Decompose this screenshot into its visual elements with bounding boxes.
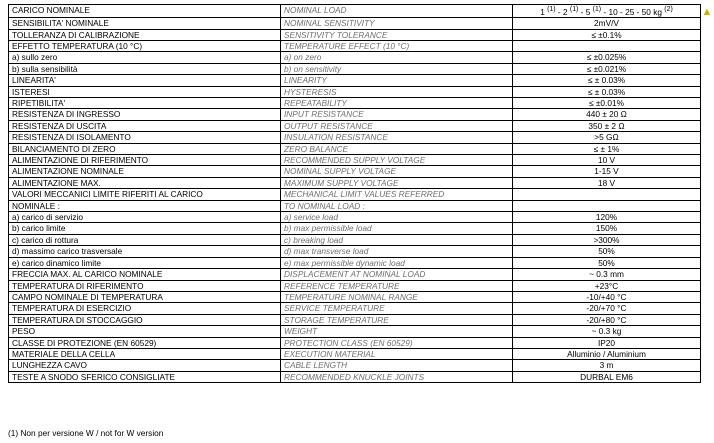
- table-row: [9, 326, 701, 337]
- cell-value: ~ 0.3 kg: [513, 326, 701, 337]
- table-row: [9, 109, 701, 120]
- cell-label-it: b) sulla sensibilità: [9, 63, 281, 74]
- cell-label-en: b) on sensitivity: [281, 63, 513, 74]
- cell-value: ≤ ± 0.03%: [513, 86, 701, 97]
- cell-label-it: FRECCIA MAX. AL CARICO NOMINALE: [9, 269, 281, 280]
- cell-value: Alluminio / Aluminium: [513, 348, 701, 359]
- table-row: [9, 143, 701, 154]
- table-row: [9, 155, 701, 166]
- table-row: [9, 52, 701, 63]
- cell-label-it: LUNGHEZZA CAVO: [9, 360, 281, 371]
- cell-label-it: EFFETTO TEMPERATURA (10 °C): [9, 40, 281, 51]
- cell-value: 50%: [513, 246, 701, 257]
- table-row: [9, 120, 701, 131]
- cell-label-en: INPUT RESISTANCE: [281, 109, 513, 120]
- table-row: [9, 257, 701, 268]
- cell-label-en: NOMINAL SENSITIVITY: [281, 18, 513, 29]
- cell-label-it: TEMPERATURA DI ESERCIZIO: [9, 303, 281, 314]
- cell-value: +23°C: [513, 280, 701, 291]
- cell-label-en: LINEARITY: [281, 75, 513, 86]
- cell-label-it: ISTERESI: [9, 86, 281, 97]
- table-row: [9, 360, 701, 371]
- cell-value: ≤ ± 0.03%: [513, 75, 701, 86]
- table-row: [9, 223, 701, 234]
- cell-label-en: MECHANICAL LIMIT VALUES REFERRED: [281, 189, 513, 200]
- cell-label-en: e) max permissible dynamic load: [281, 257, 513, 268]
- cell-value: ≤ ±0.021%: [513, 63, 701, 74]
- cell-value: ~ 0.3 mm: [513, 269, 701, 280]
- cell-label-en: SERVICE TEMPERATURE: [281, 303, 513, 314]
- cell-label-it: RESISTENZA DI ISOLAMENTO: [9, 132, 281, 143]
- cell-label-en: REPEATABILITY: [281, 98, 513, 109]
- cell-value: [513, 40, 701, 51]
- table-row: [9, 29, 701, 40]
- cell-label-it: NOMINALE :: [9, 200, 281, 211]
- cell-label-it: TEMPERATURA DI RIFERIMENTO: [9, 280, 281, 291]
- cell-label-en: TO NOMINAL LOAD :: [281, 200, 513, 211]
- table-row: [9, 234, 701, 245]
- cell-value: -20/+80 °C: [513, 314, 701, 325]
- cell-value: -20/+70 °C: [513, 303, 701, 314]
- cell-value: ≤ ±0.01%: [513, 98, 701, 109]
- cell-value: DURBAL EM6: [513, 371, 701, 382]
- cell-label-it: PESO: [9, 326, 281, 337]
- cell-label-en: ZERO BALANCE: [281, 143, 513, 154]
- table-row: [9, 5, 701, 18]
- cell-value: ≤ ± 1%: [513, 143, 701, 154]
- table-row: [9, 246, 701, 257]
- cell-label-en: WEIGHT: [281, 326, 513, 337]
- cell-label-it: RESISTENZA DI INGRESSO: [9, 109, 281, 120]
- cell-value: 440 ± 20 Ω: [513, 109, 701, 120]
- cell-label-en: TEMPERATURE EFFECT (10 °C): [281, 40, 513, 51]
- cell-label-it: ALIMENTAZIONE MAX.: [9, 177, 281, 188]
- table-body: [9, 5, 701, 383]
- table-row: [9, 75, 701, 86]
- table-row: [9, 337, 701, 348]
- cell-label-it: RIPETIBILITA': [9, 98, 281, 109]
- cell-value: [513, 200, 701, 211]
- table-row: [9, 291, 701, 302]
- cell-value: 50%: [513, 257, 701, 268]
- table-row: [9, 18, 701, 29]
- cell-label-it: a) sullo zero: [9, 52, 281, 63]
- cell-label-en: INSULATION RESISTANCE: [281, 132, 513, 143]
- table-row: [9, 314, 701, 325]
- specifications-table: [8, 4, 701, 383]
- cell-value: ≤ ±0.1%: [513, 29, 701, 40]
- cell-label-en: REFERENCE TEMPERATURE: [281, 280, 513, 291]
- cell-value: 150%: [513, 223, 701, 234]
- cell-label-en: TEMPERATURE NOMINAL RANGE: [281, 291, 513, 302]
- cell-value: IP20: [513, 337, 701, 348]
- table-row: [9, 40, 701, 51]
- cell-label-it: TESTE A SNODO SFERICO CONSIGLIATE: [9, 371, 281, 382]
- cell-value: 120%: [513, 212, 701, 223]
- cell-label-it: MATERIALE DELLA CELLA: [9, 348, 281, 359]
- table-row: [9, 98, 701, 109]
- cell-value: ≤ ±0.025%: [513, 52, 701, 63]
- cell-value: 2mV/V: [513, 18, 701, 29]
- cell-label-en: OUTPUT RESISTANCE: [281, 120, 513, 131]
- cell-label-it: VALORI MECCANICI LIMITE RIFERITI AL CARICO: [9, 189, 281, 200]
- cell-label-en: MAXIMUM SUPPLY VOLTAGE: [281, 177, 513, 188]
- scroll-up-arrow-icon[interactable]: ▲: [701, 6, 713, 18]
- cell-label-en: EXECUTION MATERIAL: [281, 348, 513, 359]
- table-row: [9, 212, 701, 223]
- cell-label-en: c) breaking load: [281, 234, 513, 245]
- cell-label-it: CARICO NOMINALE: [9, 5, 281, 18]
- cell-label-en: DISPLACEMENT AT NOMINAL LOAD: [281, 269, 513, 280]
- table-row: [9, 189, 701, 200]
- cell-label-en: HYSTERESIS: [281, 86, 513, 97]
- cell-label-it: ALIMENTAZIONE DI RIFERIMENTO: [9, 155, 281, 166]
- cell-label-it: TOLLERANZA DI CALIBRAZIONE: [9, 29, 281, 40]
- cell-label-en: a) on zero: [281, 52, 513, 63]
- cell-label-en: NOMINAL LOAD: [281, 5, 513, 18]
- cell-label-it: c) carico di rottura: [9, 234, 281, 245]
- cell-value: -10/+40 °C: [513, 291, 701, 302]
- cell-value: >5 GΩ: [513, 132, 701, 143]
- cell-label-en: a) service load: [281, 212, 513, 223]
- cell-label-it: e) carico dinamico limite: [9, 257, 281, 268]
- cell-label-en: PROTECTION CLASS (EN 60529): [281, 337, 513, 348]
- table-row: [9, 177, 701, 188]
- table-row: [9, 166, 701, 177]
- cell-label-it: ALIMENTAZIONE NOMINALE: [9, 166, 281, 177]
- cell-label-it: CAMPO NOMINALE DI TEMPERATURA: [9, 291, 281, 302]
- cell-label-it: TEMPERATURA DI STOCCAGGIO: [9, 314, 281, 325]
- cell-value: 350 ± 2 Ω: [513, 120, 701, 131]
- cell-value: 10 V: [513, 155, 701, 166]
- cell-value: 1-15 V: [513, 166, 701, 177]
- cell-label-it: CLASSE DI PROTEZIONE (EN 60529): [9, 337, 281, 348]
- cell-value: 18 V: [513, 177, 701, 188]
- cell-label-it: b) carico limite: [9, 223, 281, 234]
- cell-label-en: b) max permissible load: [281, 223, 513, 234]
- table-row: [9, 348, 701, 359]
- cell-label-en: STORAGE TEMPERATURE: [281, 314, 513, 325]
- cell-label-en: RECOMMENDED KNUCKLE JOINTS: [281, 371, 513, 382]
- cell-value: 3 m: [513, 360, 701, 371]
- cell-label-en: NOMINAL SUPPLY VOLTAGE: [281, 166, 513, 177]
- cell-label-en: RECOMMENDED SUPPLY VOLTAGE: [281, 155, 513, 166]
- table-row: [9, 132, 701, 143]
- table-row: [9, 280, 701, 291]
- cell-label-it: BILANCIAMENTO DI ZERO: [9, 143, 281, 154]
- cell-label-it: RESISTENZA DI USCITA: [9, 120, 281, 131]
- cell-value: >300%: [513, 234, 701, 245]
- cell-label-en: SENSITIVITY TOLERANCE: [281, 29, 513, 40]
- cell-label-it: SENSIBILITA' NOMINALE: [9, 18, 281, 29]
- table-row: [9, 371, 701, 382]
- cell-value: [513, 189, 701, 200]
- cell-label-it: a) carico di servizio: [9, 212, 281, 223]
- cell-label-en: d) max transverse load: [281, 246, 513, 257]
- table-row: [9, 63, 701, 74]
- cell-label-it: LINEARITA': [9, 75, 281, 86]
- table-row: [9, 200, 701, 211]
- cell-value: 1 $^{(1)}$ - 2 $^{(1)}$ - 5 $^{(1)}$ - 10 - 25 - 50 kg $^{(2)}$: [513, 5, 701, 18]
- table-footnote: (1) Non per versione W / not for W version: [8, 428, 164, 438]
- cell-label-it: d) massimo carico trasversale: [9, 246, 281, 257]
- table-row: [9, 303, 701, 314]
- cell-label-en: CABLE LENGTH: [281, 360, 513, 371]
- table-row: [9, 86, 701, 97]
- document-page: [0, 4, 714, 443]
- table-row: [9, 269, 701, 280]
